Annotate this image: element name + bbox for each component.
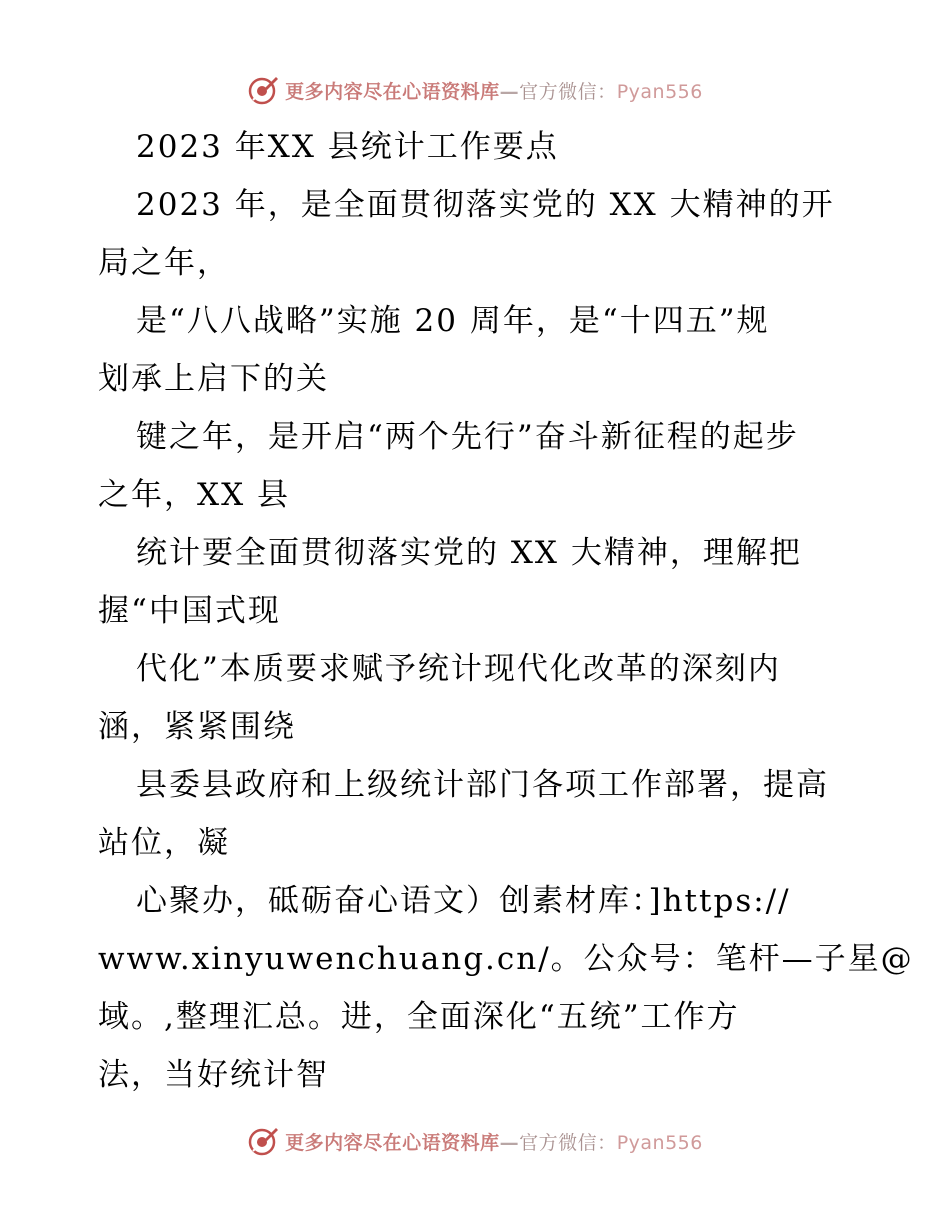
header-banner-dash: — xyxy=(499,80,520,103)
document-line: 代化”本质要求赋予统计现代化改革的深刻内 xyxy=(136,651,781,687)
footer-banner-text xyxy=(285,1128,703,1155)
header-banner-text xyxy=(285,77,703,104)
document-line: 统计要全面贯彻落实党的 XX 大精神，理解把 xyxy=(136,535,802,571)
header-banner xyxy=(0,70,950,110)
footer-banner xyxy=(0,1121,950,1161)
document-line: 心聚办，砥砺奋心语文）创素材库：]https:// xyxy=(136,883,791,919)
document-line: 之年，XX 县 xyxy=(98,477,290,513)
document-line: 涵，紧紧围绕 xyxy=(98,709,296,745)
document-line: 局之年， xyxy=(98,245,230,281)
document-body xyxy=(98,118,914,1104)
document-line: 县委县政府和上级统计部门各项工作部署，提高 xyxy=(136,767,829,803)
document-line: 站位，凝 xyxy=(98,825,230,861)
document-line: 握“中国式现 xyxy=(98,593,281,629)
document-line: 划承上启下的关 xyxy=(98,361,329,397)
footer-banner-contact: 官方微信： xyxy=(519,1131,617,1154)
document-line: 域。,整理汇总。进，全面深化“五统”工作方 xyxy=(98,999,740,1035)
pen-logo-icon xyxy=(247,1125,279,1157)
footer-banner-content xyxy=(247,1125,703,1157)
document-title: 2023 年XX 县统计工作要点 xyxy=(136,129,559,165)
footer-banner-main: 更多内容尽在心语资料库 xyxy=(285,1131,500,1154)
document-line: 2023 年，是全面贯彻落实党的 XX 大精神的开 xyxy=(136,187,835,223)
document-line: www.xinyuwenchuang.cn/。公众号：笔杆—子星@ xyxy=(98,941,914,977)
header-banner-content xyxy=(247,74,703,106)
footer-banner-handle: Pyan556 xyxy=(616,1131,703,1154)
header-banner-contact: 官方微信： xyxy=(519,80,617,103)
document-line: 键之年，是开启“两个先行”奋斗新征程的起步 xyxy=(136,419,799,455)
footer-banner-dash: — xyxy=(499,1131,520,1154)
document-line: 是“八八战略”实施 20 周年，是“十四五”规 xyxy=(136,303,770,339)
document-line: 法，当好统计智 xyxy=(98,1057,329,1093)
header-banner-main: 更多内容尽在心语资料库 xyxy=(285,80,500,103)
header-banner-handle: Pyan556 xyxy=(616,80,703,103)
pen-logo-icon xyxy=(247,74,279,106)
